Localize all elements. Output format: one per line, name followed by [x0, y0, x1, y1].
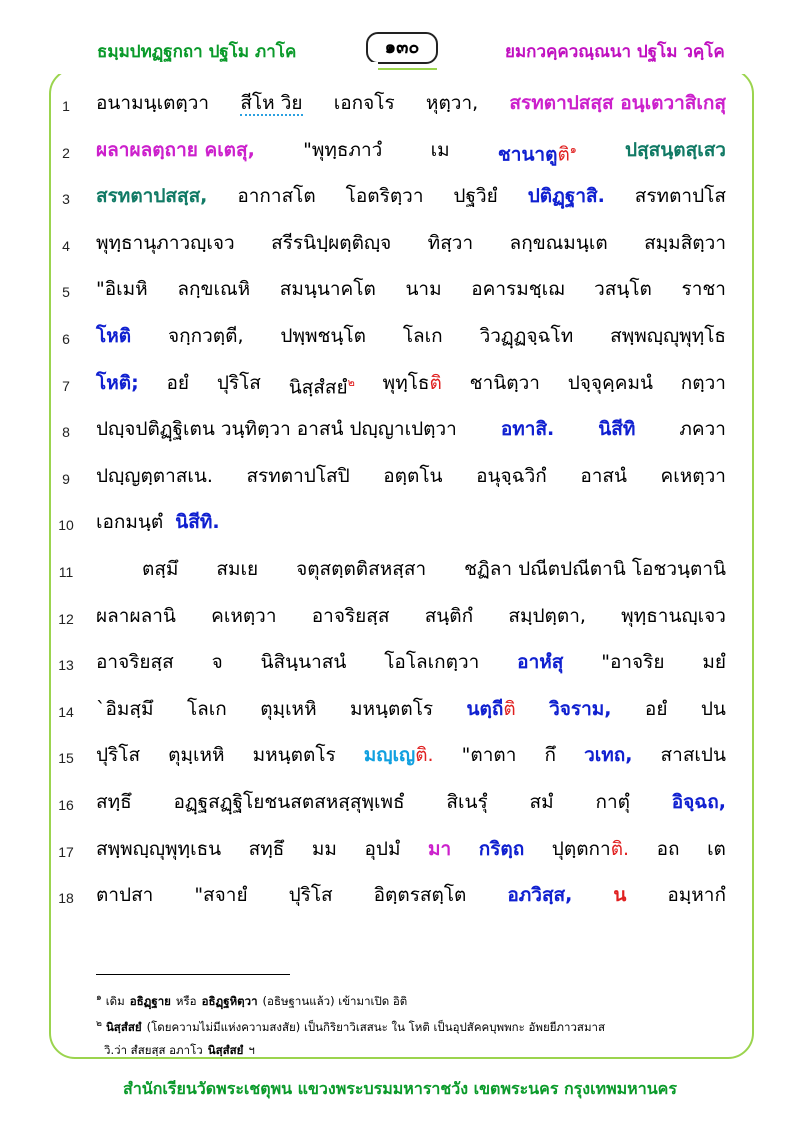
line-number: 7 [62, 377, 70, 394]
line-text [142, 554, 726, 584]
word: อุปมํ [364, 837, 401, 860]
word: สีโห วิย [240, 92, 303, 114]
word: "สจายํ [194, 884, 248, 907]
word: สรีรนิปฺผตฺติญฺจ [271, 231, 392, 254]
word: โอโลเกตฺวา [384, 651, 480, 674]
line-text [96, 321, 726, 351]
word: ปน [700, 697, 726, 720]
word: วสนฺโต [594, 278, 652, 301]
footnote-ref[interactable]: ๑ [569, 142, 577, 156]
word: อากาสโต [237, 185, 316, 208]
text-line [0, 131, 800, 171]
word: คเหตฺวา [660, 464, 726, 487]
word: โหติ; [96, 371, 139, 394]
word: กึ [544, 744, 556, 767]
text-line [0, 503, 800, 543]
header-right-title: ยมกวคฺควณฺณนา ปฐโม วคฺโค [505, 42, 725, 62]
word: ปุริโส [288, 884, 333, 907]
word: ปญฺญตฺตาสเน. [96, 464, 213, 487]
word: พุทฺโธติ [382, 371, 442, 394]
word: ทิสฺวา [427, 231, 474, 254]
text-line [0, 224, 800, 264]
line-number: 11 [58, 564, 74, 580]
word: สนฺติกํ [424, 604, 474, 627]
footer-text: สำนักเรียนวัดพระเชตุพน แขวงพระบรมมหาราชวัง เขตพระนคร กรุงเทพมหานคร [123, 1079, 677, 1098]
word: โอตริตฺวา [345, 185, 424, 208]
line-number: 14 [58, 703, 74, 720]
word: อทาสิ. [500, 418, 555, 441]
word: ตาปสา [96, 884, 154, 907]
text-line [0, 643, 800, 683]
line-number: 9 [62, 470, 70, 487]
word: อคารมชฺเฌ [471, 278, 565, 301]
word: สพฺพญฺญุพุทฺโธ [610, 325, 726, 347]
word: สมนฺนาคโต [279, 278, 376, 301]
word: อยํ [166, 371, 190, 394]
word: สรทตาปสสฺส, [96, 185, 208, 208]
text-line [0, 457, 800, 497]
word: พุทฺธานญฺเจว [621, 604, 726, 627]
footnote-line [104, 1042, 260, 1060]
iti-particle: ติ. [610, 837, 630, 860]
footnote-mid: หรือ [175, 993, 197, 1008]
text-line [0, 270, 800, 310]
footnote-b2: อธิฏฺฐหิตฺวา [201, 993, 258, 1008]
line-text [96, 228, 726, 258]
text-line [0, 177, 800, 217]
word: "ตาตา [461, 744, 517, 767]
word: อาจริยสฺส [96, 651, 174, 674]
word: น [613, 884, 627, 907]
word: อนามนฺเตตฺวา [96, 92, 210, 114]
word: โหติ [96, 325, 132, 347]
footnote-b1: อธิฏฺฐาย [129, 993, 171, 1008]
line-text [96, 414, 726, 444]
word: ปุริโส [96, 744, 141, 767]
word: ชานิตฺวา [469, 371, 540, 394]
footnote-post: (โดยความไม่มีแห่งความสงสัย) เป็นกิริยาวิเสสนะ ใน โหติ เป็นอุปสัคคบุพพกะ อัพยยีภาวสมาส [146, 1019, 605, 1034]
footnote-mark: ๑ [96, 993, 102, 1003]
footnote-pre: เดิม [105, 993, 125, 1008]
word: โลเก [402, 325, 443, 347]
text-line [0, 597, 800, 637]
footnote-line [96, 1016, 610, 1037]
text-line [0, 690, 800, 730]
header-left-title: ธมฺมปทฏฺฐกถา ปฐโม ภาโค [97, 42, 297, 62]
word: อาจริยสฺส [311, 604, 390, 627]
iti-particle: ติ [503, 697, 516, 720]
word: ภควา [679, 418, 726, 441]
line-number: 10 [58, 517, 74, 534]
word: อิตฺตรสตฺโต [373, 884, 467, 907]
line-number: 3 [62, 191, 70, 208]
word: นิสีทิ [598, 418, 636, 441]
word: มา [428, 837, 452, 860]
footnote-ref[interactable]: ๒ [347, 375, 355, 389]
word: สมํ [529, 791, 554, 813]
line-number: 2 [62, 144, 70, 161]
word: สรทตาปโสปิ [246, 464, 350, 487]
word: ปญฺจปติฏฺฐิเตน วนฺทิตฺวา อาสนํ ปญฺญาเปตฺวา [96, 418, 457, 441]
word: เอกจโร [333, 92, 395, 114]
word: จ [211, 651, 223, 674]
word: ปสฺสนฺตสฺเสว [625, 138, 726, 161]
word: กริตฺถ [478, 837, 525, 860]
line-number: 6 [62, 331, 70, 347]
word: ตสฺมึ [142, 558, 179, 580]
text-line [0, 364, 800, 404]
word: สิเนรุํ [446, 791, 488, 813]
word: ชานาตูติ$^๑$ [497, 142, 577, 165]
word: นาม [405, 278, 442, 301]
word: นิสีทิ. [175, 511, 220, 534]
text-line [0, 410, 800, 450]
line-text [96, 787, 726, 817]
word: สรทตาปโส [634, 185, 726, 208]
word: คเหตฺวา [211, 604, 277, 627]
line-text [96, 274, 726, 304]
word: วเทถ, [584, 744, 633, 767]
word: ผลาผลตฺถาย คเตสุ, [96, 138, 255, 161]
word: ผลาผลานิ [96, 604, 176, 627]
line-text [96, 368, 726, 402]
line-text [96, 880, 726, 910]
text-line [0, 783, 800, 823]
word: ปพฺพชนฺโต [280, 325, 366, 347]
line-text [96, 507, 726, 537]
line-text [96, 740, 726, 770]
word: พุทฺธานุภาวญฺเจว [96, 231, 235, 254]
line-number: 1 [62, 98, 70, 114]
line-text [96, 461, 726, 491]
word: `อิมสฺมึ [96, 697, 154, 720]
word: เอกมนฺตํ [96, 511, 164, 534]
word: สมเย [216, 558, 259, 580]
word: ตุมฺเหหิ [168, 744, 225, 767]
word: สพฺพญฺญุพุทฺเธน [96, 837, 222, 860]
footnote-divider [96, 974, 290, 975]
footnote-text: วิ.ว่า สํสยสฺส อภาโว [104, 1043, 203, 1057]
line-text [96, 88, 726, 118]
word: อิจฺฉถ, [671, 791, 726, 813]
word: อาสนํ [580, 464, 627, 487]
word: "พุทฺธภาวํ [303, 138, 383, 161]
line-text [96, 694, 726, 724]
word: จตุสตฺตติสหสฺสา [296, 558, 427, 580]
word: โลเก [186, 697, 227, 720]
word: สาสเปน [660, 744, 726, 767]
word: อยํ [644, 697, 668, 720]
word: มหนฺตตโร [350, 697, 434, 720]
word: กาตุํ [595, 791, 630, 813]
footnote-b1: นิสฺสํสยํ [207, 1043, 244, 1057]
text-line [0, 550, 800, 590]
word: ชฏิลา ปณีตปณีตานิ โอชวนฺตานิ [464, 558, 726, 580]
word: อฏฺฐสฏฺฐิโยชนสตสหสฺสุพฺเพธํ [173, 791, 405, 813]
footnote-line [96, 990, 412, 1011]
word: สทฺธึ [248, 837, 285, 860]
word: ปุริโส [216, 371, 261, 394]
footnote-mark: ๒ [96, 1019, 102, 1029]
word: เต [707, 837, 726, 860]
page-number: ๑๓๐ [366, 32, 438, 64]
word: ปติฏฺฐาสิ. [527, 185, 605, 208]
line-number: 16 [58, 797, 74, 813]
line-number: 15 [58, 750, 74, 767]
word: ปุตฺตกาติ. [551, 837, 630, 860]
iti-particle: ติ [557, 142, 570, 165]
text-line [0, 876, 800, 916]
word: ราชา [681, 278, 726, 301]
word: มญฺเญติ. [363, 744, 434, 767]
iti-particle: ติ. [415, 744, 434, 767]
footnote-post: (อธิษฐานแล้ว) เข้ามาเปิด อิติ [262, 993, 408, 1008]
text-line [0, 84, 800, 124]
word: กตฺวา [680, 371, 726, 394]
line-text [96, 601, 726, 631]
word: สทฺธึ [96, 791, 132, 813]
word: สมฺมสิตฺวา [644, 231, 726, 254]
word: ลกฺขณมนฺเต [509, 231, 608, 254]
word: จกฺกวตฺตี, [167, 325, 244, 347]
line-number: 18 [58, 890, 74, 907]
word: อภวิสฺส, [507, 884, 573, 907]
word: สมฺปตฺตา, [508, 604, 586, 627]
line-text [96, 647, 726, 677]
line-text [96, 181, 726, 211]
text-line [0, 736, 800, 776]
footnote-b1: นิสฺสํสยํ [105, 1019, 142, 1034]
word: เม [430, 138, 450, 161]
line-number: 4 [62, 237, 70, 254]
word: "อาจริย [601, 651, 665, 674]
word: อาหํสุ [517, 651, 564, 674]
word: นิสฺสํสยํ$^๒$ [288, 375, 355, 398]
line-text [96, 135, 726, 169]
word: นิสินฺนาสนํ [260, 651, 347, 674]
word: อถ [656, 837, 680, 860]
word: วิวฏฺฏจฺฉโท [479, 325, 574, 347]
word: อมฺหากํ [667, 884, 726, 907]
line-number: 12 [58, 610, 74, 627]
footnote-post: ฯ [248, 1043, 255, 1057]
line-number: 8 [62, 424, 70, 441]
line-number: 5 [62, 284, 70, 301]
word: มยํ [702, 651, 726, 674]
text-line [0, 317, 800, 357]
word: ปฐวิยํ [453, 185, 498, 208]
word: ปจฺจุคฺคมนํ [567, 371, 653, 394]
word: สรทตาปสสฺส อนฺเตวาสิเกสุ [509, 92, 726, 114]
word: "อิเมหิ [96, 278, 148, 301]
word: ตุมฺเหหิ [260, 697, 317, 720]
line-number: 17 [58, 843, 74, 860]
iti-particle: ติ [429, 371, 442, 394]
word: ลกฺขเณหิ [177, 278, 251, 301]
word: นตฺถีติ [466, 697, 516, 720]
text-line [0, 830, 800, 870]
word: วิจราม, [549, 697, 612, 720]
word: อนุจฺฉวิกํ [476, 464, 547, 487]
line-number: 13 [58, 657, 74, 674]
word: มม [311, 837, 337, 860]
line-text [96, 834, 726, 864]
word: มหนฺตตโร [252, 744, 336, 767]
word: หุตฺวา, [425, 92, 479, 114]
word: อตฺตโน [383, 464, 443, 487]
